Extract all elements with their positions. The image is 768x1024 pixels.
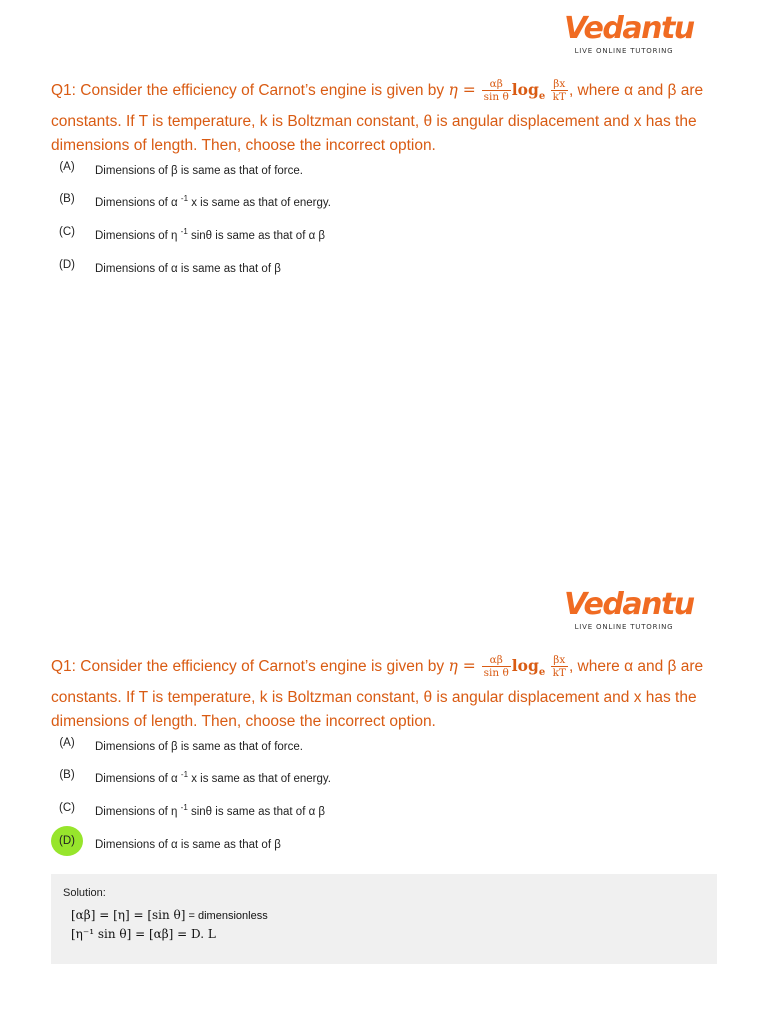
vedantu-logo xyxy=(564,587,694,632)
question-text xyxy=(51,78,711,159)
option-label: (C) xyxy=(59,226,75,238)
question-tail: , where α and β are constants. If T is temperature, k is Boltzman constant, θ is angular displacement and x has the dimensions of length. Then, choose the incorrect option. xyxy=(51,658,704,731)
logo-tagline: LIVE ONLINE TUTORING xyxy=(574,623,674,631)
solution-line-1: [αβ] = [η] = [sin θ] = dimensionless xyxy=(71,908,268,922)
option-text: Dimensions of β is same as that of force. xyxy=(95,740,303,753)
solution-box xyxy=(51,874,717,964)
eta-lhs: η = xyxy=(448,81,481,99)
logo-wordmark: Vedantu xyxy=(564,587,694,622)
logo-tagline: LIVE ONLINE TUTORING xyxy=(574,47,674,55)
fraction-alpha-beta-over-sin: $\frac{\alpha\beta}{\text{sin θ}}$ xyxy=(483,654,509,680)
option-text: Dimensions of η $^{-1}$ sinθ is same as that of α β xyxy=(95,803,326,818)
option-label: (D) xyxy=(59,259,75,271)
question-tail: , where α and β are constants. If T is temperature, k is Boltzman constant, θ is angular displacement and x has the dimensions of length. Then, choose the incorrect option. xyxy=(51,82,704,155)
fraction-beta-x-over-kT: $\frac{\beta x}{kT}$ xyxy=(552,654,566,680)
correct-answer-badge: (D) xyxy=(51,826,83,856)
eta-lhs: η = xyxy=(448,657,481,675)
option-text: Dimensions of β is same as that of force. xyxy=(95,164,303,177)
logo-wordmark: Vedantu xyxy=(564,11,694,46)
option-text: Dimensions of α $^{-1}$ x is same as that of energy. xyxy=(95,194,331,209)
log-base-e: $\log_e$ xyxy=(511,80,546,103)
option-label: (A) xyxy=(59,737,75,749)
option-label: (B) xyxy=(59,193,75,205)
option-label: (A) xyxy=(59,161,75,173)
fraction-alpha-beta-over-sin: $\frac{\alpha\beta}{\text{sin θ}}$ xyxy=(483,78,509,104)
question-text xyxy=(51,654,711,735)
question-lead: Q1: Consider the efficiency of Carnot’s engine is given by xyxy=(51,82,449,99)
option-text: Dimensions of η $^{-1}$ sinθ is same as that of α β xyxy=(95,227,326,242)
fraction-beta-x-over-kT: $\frac{\beta x}{kT}$ xyxy=(552,78,566,104)
solution-heading: Solution: xyxy=(63,887,106,899)
option-text: Dimensions of α $^{-1}$ x is same as that of energy. xyxy=(95,770,331,785)
option-label: (B) xyxy=(59,769,75,781)
option-label: (C) xyxy=(59,802,75,814)
question-lead: Q1: Consider the efficiency of Carnot’s engine is given by xyxy=(51,658,449,675)
vedantu-logo xyxy=(564,11,694,56)
log-base-e: $\log_e$ xyxy=(511,656,546,679)
option-text: Dimensions of α is same as that of β xyxy=(95,838,281,851)
option-text: Dimensions of α is same as that of β xyxy=(95,262,281,275)
solution-line-2: [η⁻¹ sin θ] = [αβ] = D. L xyxy=(71,927,216,941)
